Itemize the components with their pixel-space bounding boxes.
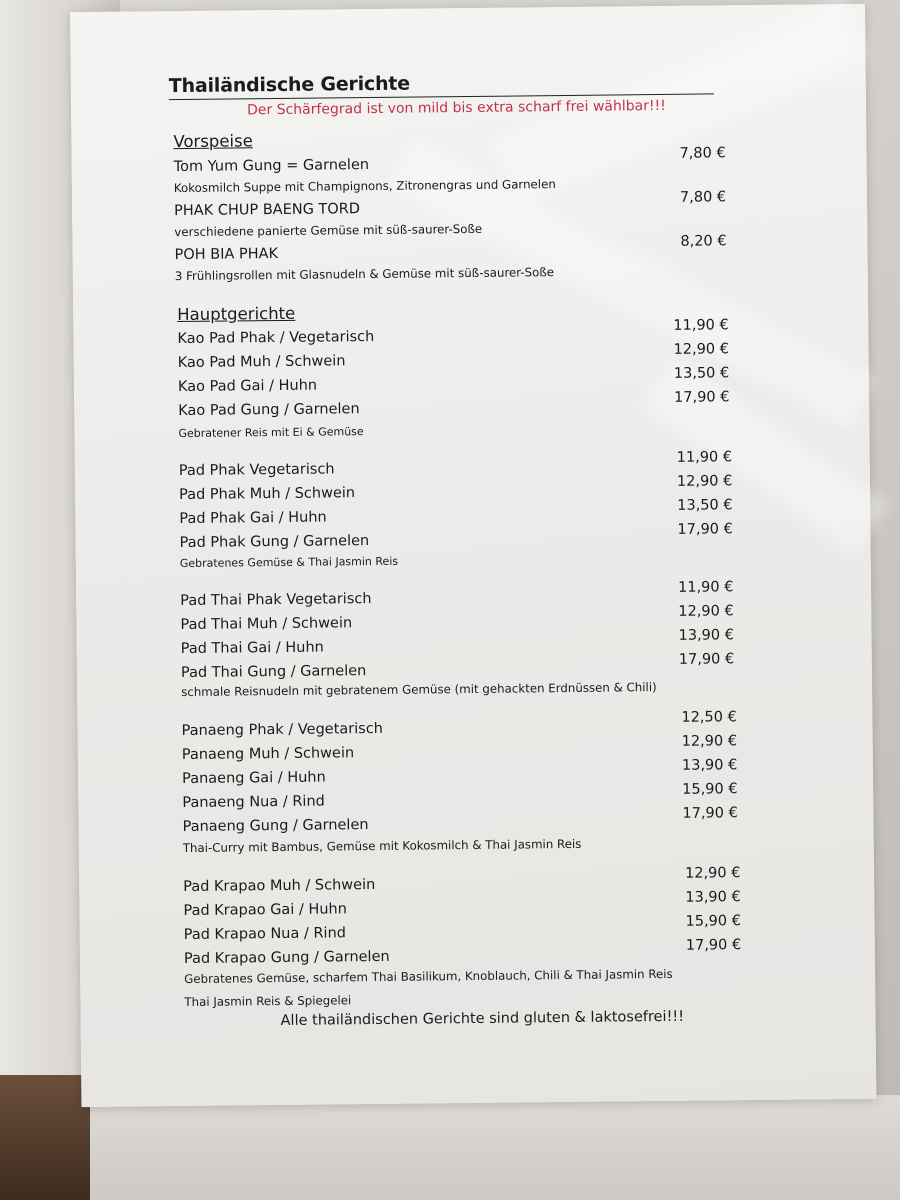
menu-item-desc: Kokosmilch Suppe mit Champignons, Zitronengras und Garnelen	[173, 177, 556, 196]
menu-group-desc-2: Thai Jasmin Reis & Spiegelei	[184, 993, 352, 1010]
menu-item-name: Pad Phak Muh / Schwein	[179, 485, 356, 504]
menu-item-price: 11,90 €	[677, 579, 734, 596]
menu-item-name: Pad Krapao Nua / Rind	[183, 925, 347, 944]
menu-item-price: 15,90 €	[682, 781, 738, 798]
menu-item-price: 12,50 €	[681, 709, 737, 726]
menu-item-name: Pad Phak Gung / Garnelen	[179, 533, 370, 552]
menu-item-price: 11,90 €	[676, 449, 733, 466]
menu-item-name: Panaeng Phak / Vegetarisch	[181, 720, 384, 740]
menu-item-price: 12,90 €	[678, 603, 734, 620]
menu-item-price: 13,90 €	[681, 757, 738, 774]
spice-note: Der Schärfegrad ist von mild bis extra scharf frei wählbar!!!	[246, 97, 666, 119]
menu-item-price: 11,90 €	[673, 317, 729, 334]
menu-item-price: 13,90 €	[678, 627, 735, 644]
menu-item-name: PHAK CHUP BAENG TORD	[174, 201, 361, 220]
menu-item-price: 17,90 €	[674, 389, 730, 406]
menu-item-price: 17,90 €	[677, 521, 733, 538]
menu-item-name: Kao Pad Muh / Schwein	[177, 353, 346, 372]
menu-item-price: 8,20 €	[680, 233, 727, 250]
menu-item-price: 12,90 €	[673, 341, 730, 358]
footer-note: Alle thailändischen Gerichte sind gluten & laktosefrei!!!	[280, 1008, 685, 1030]
menu-item-name: Pad Thai Gung / Garnelen	[180, 663, 367, 682]
section-vorspeise: Vorspeise	[173, 131, 253, 152]
menu-group-desc: Gebratenes Gemüse & Thai Jasmin Reis	[179, 554, 399, 571]
menu-item-name: Tom Yum Gung = Garnelen	[173, 157, 370, 176]
menu-item-name: Pad Thai Muh / Schwein	[180, 615, 353, 634]
menu-item-desc: verschiedene panierte Gemüse mit süß-saurer-Soße	[174, 221, 483, 240]
menu-item-name: Pad Krapao Gai / Huhn	[183, 901, 347, 920]
menu-item-price: 7,80 €	[679, 145, 726, 162]
menu-item-desc: 3 Frühlingsrollen mit Glasnudeln & Gemüse mit süß-saurer-Soße	[174, 265, 555, 284]
menu-item-price: 7,80 €	[679, 189, 727, 206]
menu-item-name: Panaeng Gai / Huhn	[181, 769, 326, 788]
menu-item-name: Panaeng Gung / Garnelen	[182, 817, 369, 836]
menu-sheet	[70, 4, 876, 1107]
menu-item-price: 13,50 €	[673, 365, 730, 382]
menu-item-name: Panaeng Muh / Schwein	[181, 745, 355, 764]
menu-title: Thailändische Gerichte	[169, 69, 714, 100]
menu-group-desc: schmale Reisnudeln mit gebratenem Gemüse (mit gehackten Erdnüssen & Chili)	[181, 680, 657, 700]
menu-item-name: Pad Phak Gai / Huhn	[179, 509, 327, 528]
menu-item-name: Pad Thai Gai / Huhn	[180, 639, 324, 658]
menu-item-name: Kao Pad Phak / Vegetarisch	[177, 328, 375, 348]
menu-item-name: Kao Pad Gung / Garnelen	[178, 401, 360, 420]
menu-group-desc: Gebratener Reis mit Ei & Gemüse	[178, 425, 364, 441]
menu-group-desc: Thai-Curry mit Bambus, Gemüse mit Kokosmilch & Thai Jasmin Reis	[182, 836, 582, 856]
menu-item-name: Pad Krapao Muh / Schwein	[183, 877, 376, 896]
menu-item-price: 17,90 €	[685, 937, 742, 954]
menu-item-name: POH BIA PHAK	[174, 245, 279, 264]
menu-item-price: 17,90 €	[682, 805, 738, 822]
menu-item-price: 12,90 €	[684, 865, 741, 882]
menu-item-name: Kao Pad Gai / Huhn	[177, 377, 318, 396]
table-surface-bottom	[90, 1095, 900, 1200]
menu-item-price: 13,90 €	[685, 889, 741, 906]
menu-group-desc: Gebratenes Gemüse, scharfem Thai Basilikum, Knoblauch, Chili & Thai Jasmin Reis	[184, 966, 673, 987]
section-hauptgerichte: Hauptgerichte	[177, 303, 296, 325]
menu-item-price: 12,90 €	[681, 733, 738, 750]
menu-item-price: 12,90 €	[676, 473, 733, 490]
menu-item-name: Pad Thai Phak Vegetarisch	[180, 591, 372, 610]
menu-item-price: 13,50 €	[677, 497, 733, 514]
menu-item-name: Pad Krapao Gung / Garnelen	[183, 948, 390, 968]
menu-item-name: Pad Phak Vegetarisch	[178, 461, 335, 480]
menu-item-name: Panaeng Nua / Rind	[182, 793, 325, 812]
menu-item-price: 17,90 €	[678, 651, 735, 668]
menu-item-price: 15,90 €	[685, 913, 742, 930]
